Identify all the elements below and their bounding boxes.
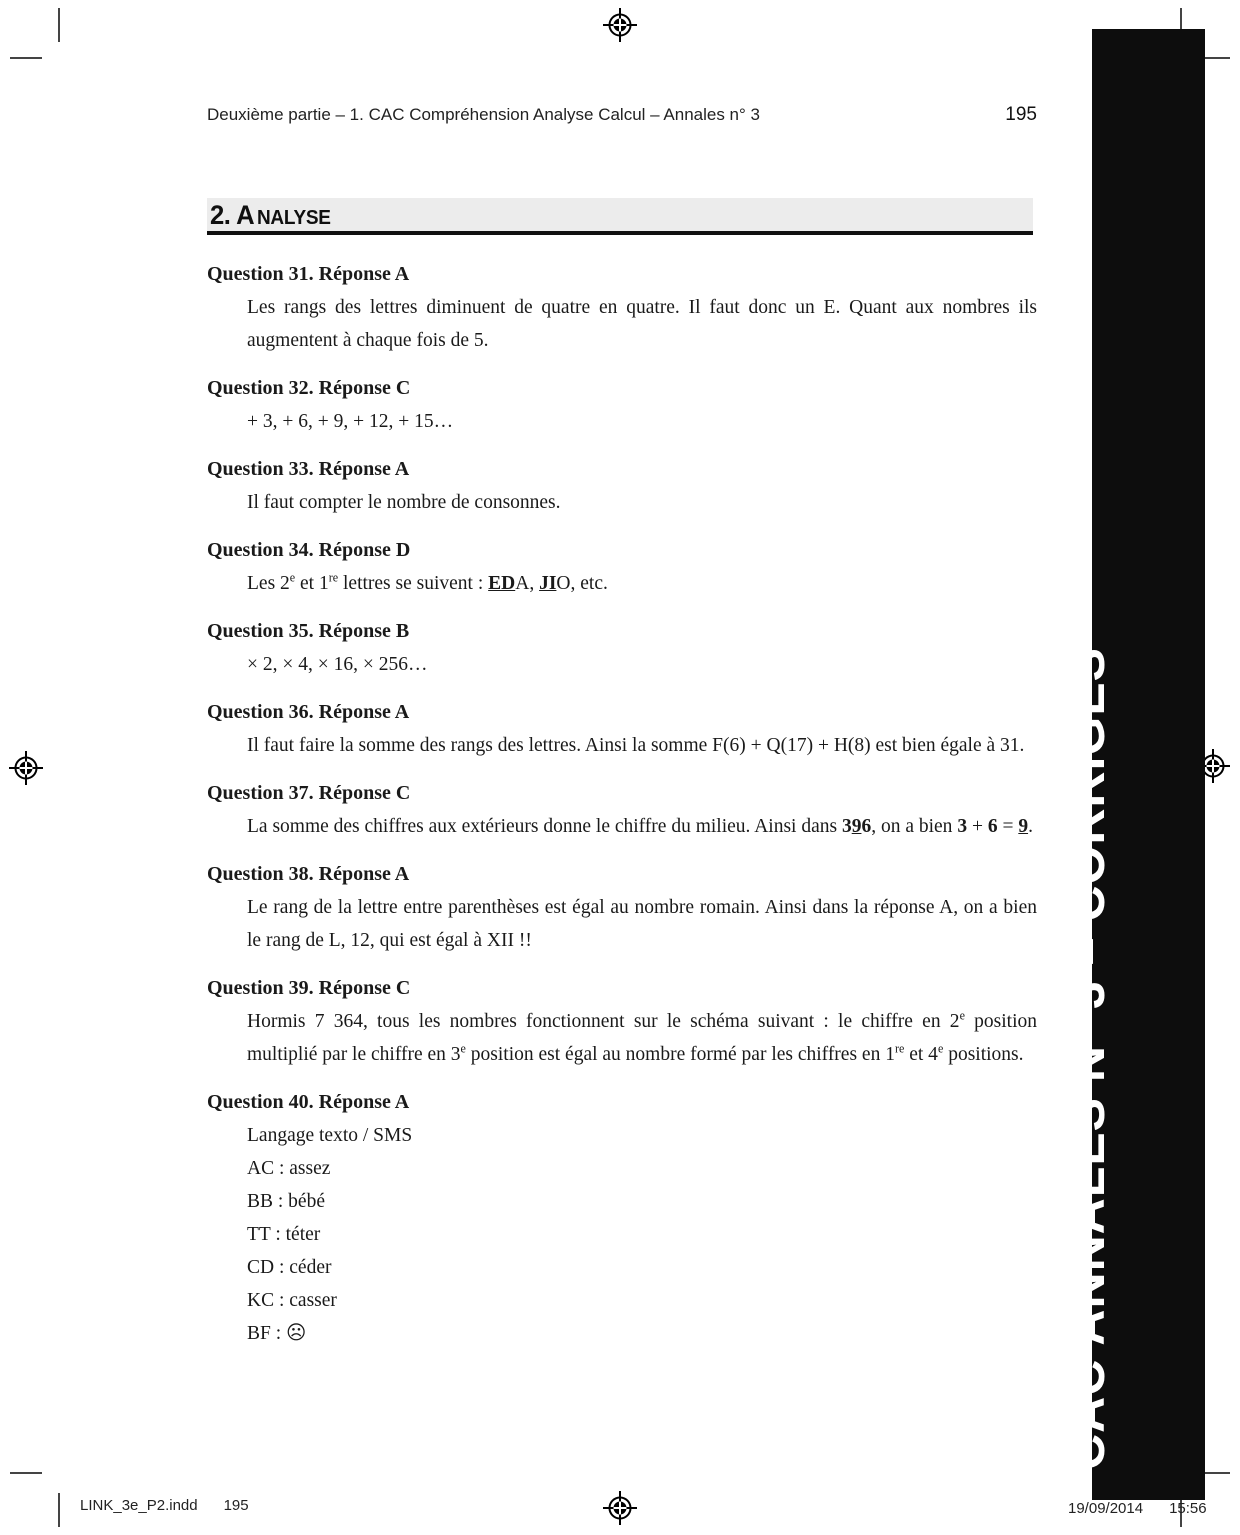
question-body: La somme des chiffres aux extérieurs donne le chiffre du milieu. Ainsi dans 396, on a bien 3 + 6 = 9. — [247, 816, 1033, 837]
crop-mark-icon — [10, 1472, 42, 1474]
footer-time: 15:56 — [1169, 1500, 1207, 1517]
question-title: Question 34. Réponse D — [207, 539, 411, 561]
question-block — [207, 696, 1037, 762]
question-block — [207, 258, 1037, 357]
question-block — [207, 858, 1037, 957]
registration-mark-icon — [602, 1490, 638, 1526]
question-block — [207, 972, 1037, 1071]
question-body: Il faut faire la somme des rangs des lettres. Ainsi la somme F(6) + Q(17) + H(8) est bien égale à 31. — [247, 735, 1025, 756]
question-block — [207, 615, 1037, 681]
question-body: Le rang de la lettre entre parenthèses est égal au nombre romain. Ainsi dans la réponse A, on a bien le rang de L, 12, qui est égal à XII !! — [247, 897, 1037, 951]
section-heading-caps: NALYSE — [256, 207, 331, 229]
chapter-sidebar-label: CAC ANNALES N° 3 – CORRIGES — [1059, 646, 1115, 1470]
chapter-sidebar — [1059, 29, 1205, 1500]
footer-file-info — [80, 1497, 249, 1514]
question-title: Question 38. Réponse A — [207, 863, 410, 885]
question-body-line: Langage texto / SMS — [247, 1125, 413, 1146]
question-body-line: BF : ☹ — [247, 1323, 307, 1344]
question-title: Question 37. Réponse C — [207, 782, 411, 804]
question-block — [207, 453, 1037, 519]
question-body-line: BB : bébé — [247, 1191, 325, 1212]
registration-mark-icon — [8, 750, 44, 786]
page-number: 195 — [1005, 104, 1037, 125]
question-title: Question 32. Réponse C — [207, 377, 411, 399]
breadcrumb: Deuxième partie – 1. CAC Compréhension Analyse Calcul – Annales n° 3 — [207, 105, 760, 124]
question-block — [207, 777, 1037, 843]
question-body-line: KC : casser — [247, 1290, 337, 1311]
section-heading — [207, 198, 1033, 235]
crop-mark-icon — [58, 8, 60, 42]
footer-timestamp — [1068, 1500, 1207, 1517]
section-heading-number: 2. A — [210, 200, 255, 230]
question-body: + 3, + 6, + 9, + 12, + 15… — [247, 411, 454, 432]
question-block — [207, 1086, 1037, 1350]
crop-mark-icon — [58, 1493, 60, 1527]
question-title: Question 31. Réponse A — [207, 263, 410, 285]
question-title: Question 36. Réponse A — [207, 701, 410, 723]
registration-mark-icon — [602, 7, 638, 43]
question-title: Question 33. Réponse A — [207, 458, 410, 480]
answers-list — [207, 243, 1037, 1350]
question-body: Hormis 7 364, tous les nombres fonctionnent sur le schéma suivant : le chiffre en 2e position multiplié par le chiffre en 3e position est égal au nombre formé par les chiffres en 1re et 4e positions. — [247, 1008, 1038, 1065]
question-body: Il faut compter le nombre de consonnes. — [247, 492, 561, 513]
question-body: Les rangs des lettres diminuent de quatre en quatre. Il faut donc un E. Quant aux nombres ils augmentent à chaque fois de 5. — [247, 297, 1037, 351]
footer-file-name: LINK_3e_P2.indd — [80, 1497, 198, 1514]
question-block — [207, 534, 1037, 600]
question-body-line: TT : téter — [247, 1224, 321, 1245]
crop-mark-icon — [10, 57, 42, 59]
question-body: Les 2e et 1re lettres se suivent : EDA, JIO, etc. — [247, 570, 608, 594]
question-title: Question 40. Réponse A — [207, 1091, 410, 1113]
question-body-line: CD : céder — [247, 1257, 332, 1278]
question-title: Question 35. Réponse B — [207, 620, 410, 642]
question-block — [207, 372, 1037, 438]
question-body: × 2, × 4, × 16, × 256… — [247, 654, 428, 675]
footer-file-page: 195 — [223, 1497, 249, 1514]
question-body-line: AC : assez — [247, 1158, 331, 1179]
question-title: Question 39. Réponse C — [207, 977, 411, 999]
footer-date: 19/09/2014 — [1068, 1500, 1144, 1517]
